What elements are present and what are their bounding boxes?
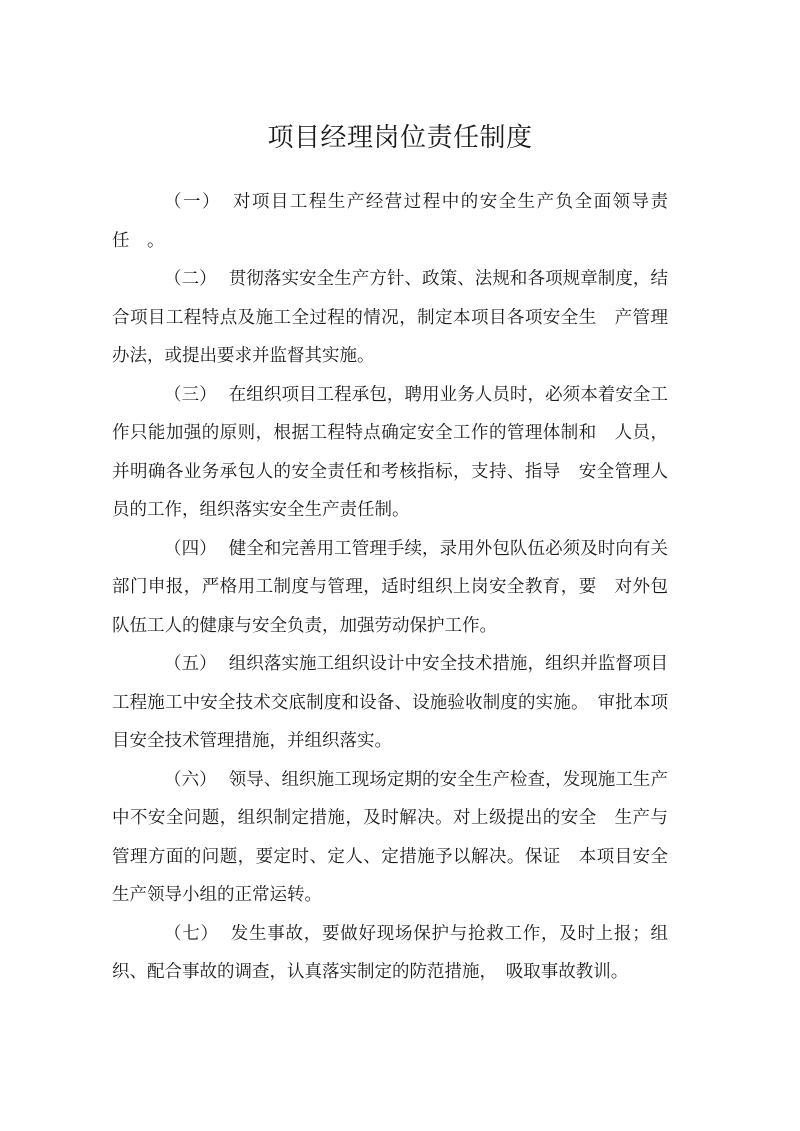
paragraph-number: （二） (164, 269, 217, 289)
page-title: 项目经理岗位责任制度 (267, 123, 533, 153)
paragraph-text: 贯彻落实安全生产方针、政策、法规和各项规章制度，结合项目工程特点及施工全过程的情况，制定本项目各项安全生 产管理办法，或提出要求并监督其实施。 (112, 269, 669, 366)
paragraph-2 (112, 260, 668, 376)
paragraph-7 (112, 915, 668, 992)
paragraph-text: 健全和完善用工管理手续，录用外包队伍必须及时向有关部门申报，严格用工制度与管理，适时组织上岗安全教育，要 对外包队伍工人的健康与安全负责，加强劳动保护工作。 (112, 538, 669, 636)
paragraph-text: 发生事故，要做好现场保护与抢救工作，及时上报；组织、配合事故的调查，认真落实制定的防范措施， 吸取事故教训。 (112, 923, 668, 982)
paragraph-5 (112, 645, 668, 761)
paragraph-number: （四） (164, 538, 217, 559)
paragraph-3 (112, 376, 668, 530)
paragraph-text: 在组织项目工程承包，聘用业务人员时，必须本着安全工作只能加强的原则，根据工程特点确定安全工作的管理体制和 人员，并明确各业务承包人的安全责任和考核指标，支持、指导 安全管理人员的工作，组织落实安全生产责任制。 (112, 384, 669, 520)
paragraph-text: 对项目工程生产经营过程中的安全生产负全面领导责任 。 (112, 192, 669, 251)
paragraph-1 (112, 183, 668, 260)
paragraph-text: 组织落实施工组织设计中安全技术措施，组织并监督项目工程施工中安全技术交底制度和设备、设施验收制度的实施。 审批本项目安全技术管理措施，并组织落实。 (112, 654, 669, 751)
paragraph-number: （三） (164, 384, 217, 405)
paragraph-number: （六） (164, 769, 217, 790)
paragraph-number: （七） (164, 923, 219, 944)
paragraph-number: （一） (164, 192, 221, 212)
document-body (112, 183, 668, 992)
paragraph-6 (112, 761, 668, 915)
paragraph-number: （五） (164, 654, 217, 674)
paragraph-4 (112, 530, 668, 646)
paragraph-text: 领导、组织施工现场定期的安全生产检查，发现施工生产中不安全问题，组织制定措施，及时解决。对上级提出的安全 生产与管理方面的问题，要定时、定人、定措施予以解决。保证 本项目安全生产领导小组的正常运转。 (112, 769, 669, 905)
